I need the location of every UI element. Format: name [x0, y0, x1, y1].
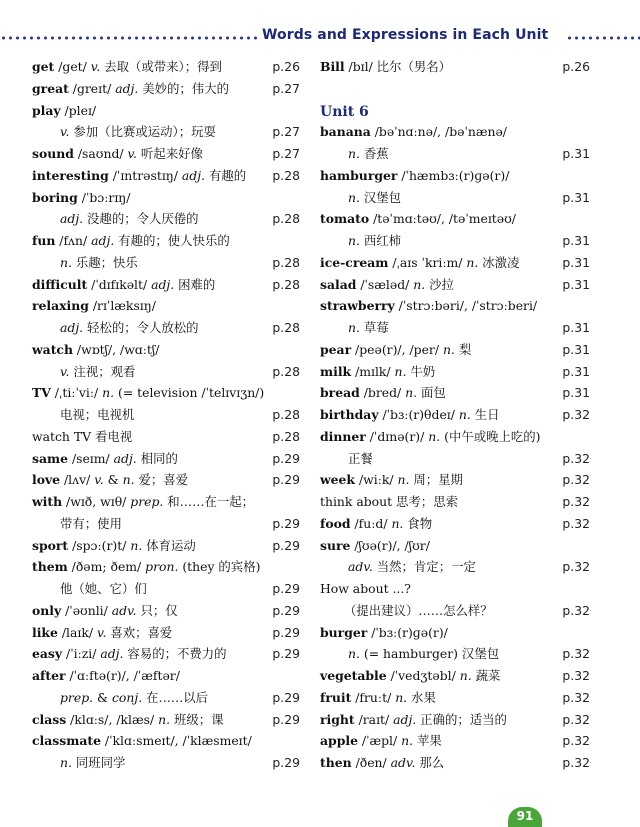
vocab-line — [32, 121, 300, 143]
vocab-line — [320, 578, 590, 600]
vocab-entry-text: vegetable /ˈvedʒtəbl/ n. 蔬菜 — [320, 668, 501, 683]
vocab-line — [32, 448, 300, 470]
vocab-entry-text: pear /peə(r)/, /per/ n. 梨 — [320, 341, 472, 357]
page-reference: p.26 — [272, 59, 300, 74]
page-reference: p.32 — [562, 407, 590, 422]
vocab-entry-text: apple /ˈæpl/ n. 苹果 — [320, 733, 442, 749]
vocab-line — [320, 165, 590, 187]
vocab-line — [320, 556, 590, 578]
vocab-entry-text: great /greɪt/ adj. 美妙的；伟大的 — [32, 80, 229, 96]
vocab-entry-text: same /seɪm/ adj. 相同的 — [32, 450, 178, 466]
page-reference: p.32 — [562, 515, 590, 531]
vocab-entry-text: n. 同班同学 — [60, 755, 126, 770]
vocab-entry-text: adj. 轻松的；令人放松的 — [60, 320, 199, 335]
vocab-entry-text: birthday /ˈbɜː(r)θdeɪ/ n. 生日 — [320, 407, 500, 422]
vocab-line — [32, 208, 300, 230]
vocab-entry-text: v. 注视；观看 — [60, 363, 136, 379]
vocab-line — [32, 187, 300, 209]
dotted-rule-right — [566, 36, 640, 40]
page-reference: p.32 — [562, 602, 590, 618]
vocab-line — [320, 382, 590, 404]
vocab-line — [32, 709, 300, 731]
page-reference: p.28 — [272, 428, 300, 444]
vocab-entry-text: n. 香蕉 — [348, 146, 389, 161]
vocab-entry-text: love /lʌv/ v. & n. 爱；喜爱 — [32, 472, 189, 488]
vocab-entry-text: right /raɪt/ adj. 正确的；适当的 — [320, 711, 507, 727]
vocab-entry-text: salad /ˈsæləd/ n. 沙拉 — [320, 276, 454, 292]
vocab-entry-text: 他（她、它）们 — [60, 581, 147, 596]
vocab-entry-text: 正餐 — [348, 450, 373, 466]
vocab-line — [32, 143, 300, 165]
vocab-line — [320, 469, 590, 491]
vocab-line — [32, 513, 300, 535]
vocab-entry-text: burger /ˈbɜː(r)ɡə(r)/ — [320, 624, 448, 640]
vocab-entry-text: tomato /təˈmɑːtəʊ/, /təˈmeɪtəʊ/ — [320, 211, 516, 227]
vocab-entry-text: strawberry /ˈstrɔːbəri/, /ˈstrɔːberi/ — [320, 298, 538, 314]
vocab-line — [320, 513, 590, 535]
vocab-entry-text: adj. 没趣的；令人厌倦的 — [60, 211, 199, 227]
page-reference: p.29 — [272, 472, 300, 488]
page-reference: p.28 — [272, 167, 300, 183]
vocab-entry-text: get /get/ v. 去取（或带来）；得到 — [32, 59, 222, 74]
vocab-entry-text: n. (= hamburger) 汉堡包 — [348, 646, 500, 662]
right-column — [320, 56, 590, 774]
vocab-entry-text: prep. & conj. 在……以后 — [60, 689, 209, 705]
vocab-entry-text: n. 乐趣；快乐 — [60, 254, 138, 270]
page-number-tab: 91 — [508, 807, 542, 827]
vocab-line — [32, 56, 300, 78]
vocab-entry-text: play /pleɪ/ — [32, 102, 97, 118]
page-reference: p.29 — [272, 602, 300, 618]
vocab-entry-text: only /ˈəʊnli/ adv. 只；仅 — [32, 602, 178, 618]
vocab-entry-text: dinner /ˈdɪnə(r)/ n. (中午或晚上吃的) — [320, 428, 541, 444]
vocab-line — [320, 56, 590, 78]
page-reference: p.31 — [562, 233, 590, 248]
vocab-entry-text: n. 汉堡包 — [348, 189, 402, 205]
vocab-line — [32, 578, 300, 600]
page-reference: p.29 — [272, 755, 300, 770]
vocab-line — [320, 709, 590, 731]
vocab-entry-text: relaxing /rɪˈlæksɪŋ/ — [32, 298, 156, 314]
vocab-line — [32, 382, 300, 404]
page-reference: p.32 — [562, 646, 590, 662]
vocab-line — [32, 100, 300, 122]
page-reference: p.31 — [562, 276, 590, 292]
vocab-entry-text: sure /ʃʊə(r)/, /ʃʊr/ — [320, 537, 430, 553]
vocab-line — [32, 339, 300, 361]
vocab-entry-text: adv. 当然；肯定；一定 — [348, 559, 476, 575]
vocab-line — [32, 274, 300, 296]
vocab-line — [320, 252, 590, 274]
vocab-entry-text: with /wɪð, wɪθ/ prep. 和……在一起； — [32, 494, 255, 509]
vocab-entry-text: watch /wɒtʃ/, /wɑːtʃ/ — [32, 341, 160, 357]
vocab-entry-text: 电视；电视机 — [60, 407, 135, 422]
page-reference: p.32 — [562, 711, 590, 727]
vocab-line — [32, 469, 300, 491]
vocab-line — [320, 426, 590, 448]
vocab-line — [320, 730, 590, 752]
page-reference: p.29 — [272, 711, 300, 727]
vocab-entry-text: class /klɑːs/, /klæs/ n. 班级；课 — [32, 711, 224, 727]
vocab-line — [32, 730, 300, 752]
vocab-line — [32, 600, 300, 622]
unit-heading: Unit 6 — [320, 103, 369, 120]
vocab-line — [32, 643, 300, 665]
blank-line — [320, 78, 590, 100]
page-reference: p.31 — [562, 189, 590, 205]
vocab-entry-text: then /ðen/ adv. 那么 — [320, 755, 445, 770]
page-reference: p.29 — [272, 646, 300, 662]
vocab-line — [320, 687, 590, 709]
page-reference: p.32 — [562, 494, 590, 509]
vocab-line — [32, 687, 300, 709]
vocab-line — [320, 208, 590, 230]
page-reference: p.29 — [272, 624, 300, 640]
vocab-entry-text: week /wiːk/ n. 周；星期 — [320, 472, 463, 488]
vocab-entry-text: sound /saʊnd/ v. 听起来好像 — [32, 146, 203, 161]
vocab-line — [320, 339, 590, 361]
page-reference: p.28 — [272, 407, 300, 422]
page-reference: p.27 — [272, 80, 300, 96]
page-reference: p.32 — [562, 755, 590, 770]
vocab-line — [320, 187, 590, 209]
vocab-entry-text: n. 西红柿 — [348, 233, 402, 248]
vocab-entry-text: after /ˈɑːftə(r)/, /ˈæftər/ — [32, 668, 180, 683]
page-reference: p.32 — [562, 689, 590, 705]
page-reference: p.32 — [562, 472, 590, 488]
vocab-line — [32, 665, 300, 687]
vocab-line — [320, 121, 590, 143]
vocab-entry-text: How about ...? — [320, 581, 411, 596]
page-reference: p.32 — [562, 668, 590, 683]
vocab-entry-text: watch TV 看电视 — [32, 428, 133, 444]
vocab-line — [32, 295, 300, 317]
vocab-entry-text: fruit /fruːt/ n. 水果 — [320, 689, 436, 705]
vocab-line — [320, 491, 590, 513]
page-reference: p.31 — [562, 320, 590, 335]
vocab-entry-text: milk /mɪlk/ n. 牛奶 — [320, 363, 436, 379]
vocab-entry-text: them /ðəm; ðem/ pron. (they 的宾格) — [32, 559, 261, 575]
vocab-line — [32, 317, 300, 339]
vocab-entry-text: boring /ˈbɔːrɪŋ/ — [32, 189, 131, 205]
page-reference: p.29 — [272, 450, 300, 466]
vocab-entry-text: think about 思考；思索 — [320, 494, 458, 509]
vocab-entry-text: n. 草莓 — [348, 320, 389, 335]
page-reference: p.26 — [562, 59, 590, 74]
vocab-line — [320, 643, 590, 665]
vocab-line — [32, 535, 300, 557]
vocab-line — [32, 622, 300, 644]
vocab-line — [32, 361, 300, 383]
vocab-line — [32, 426, 300, 448]
vocab-line — [320, 535, 590, 557]
vocab-entry-text: banana /bəˈnɑːnə/, /bəˈnænə/ — [320, 124, 507, 140]
page-reference: p.28 — [272, 276, 300, 292]
page-reference: p.29 — [272, 581, 300, 596]
vocab-entry-text: sport /spɔː(r)t/ n. 体育运动 — [32, 537, 196, 553]
dotted-rule-left — [0, 36, 258, 40]
page-reference: p.28 — [272, 363, 300, 379]
page-header — [0, 26, 640, 50]
page-reference: p.27 — [272, 124, 300, 140]
vocab-entry-text: hamburger /ˈhæmbɜː(r)ɡə(r)/ — [320, 167, 510, 183]
vocab-line — [320, 274, 590, 296]
vocab-line — [320, 143, 590, 165]
vocab-line — [32, 230, 300, 252]
vocab-entry-text: （提出建议）……怎么样？ — [344, 602, 493, 618]
vocab-entry-text: difficult /ˈdɪfɪkəlt/ adj. 困难的 — [32, 276, 216, 292]
page-reference: p.31 — [562, 363, 590, 379]
vocab-line — [32, 556, 300, 578]
page-reference: p.28 — [272, 254, 300, 270]
page-reference: p.27 — [272, 146, 300, 161]
vocab-entry-text: classmate /ˈklɑːsmeɪt/, /ˈklæsmeɪt/ — [32, 733, 252, 749]
vocab-line — [320, 448, 590, 470]
vocab-line — [320, 622, 590, 644]
page-reference: p.32 — [562, 559, 590, 575]
vocab-line — [320, 404, 590, 426]
page-reference: p.31 — [562, 341, 590, 357]
vocab-line — [320, 295, 590, 317]
vocab-line — [320, 230, 590, 252]
vocab-line — [32, 165, 300, 187]
page-reference: p.31 — [562, 254, 590, 270]
vocab-entry-text: like /laɪk/ v. 喜欢；喜爱 — [32, 624, 173, 640]
vocab-line — [320, 361, 590, 383]
page-reference: p.28 — [272, 211, 300, 227]
vocab-entry-text: interesting /ˈɪntrəstɪŋ/ adj. 有趣的 — [32, 167, 247, 183]
vocab-line — [320, 665, 590, 687]
vocab-line — [32, 404, 300, 426]
page-reference: p.31 — [562, 385, 590, 401]
vocab-line — [320, 317, 590, 339]
page-header-title: Words and Expressions in Each Unit — [262, 27, 549, 43]
vocab-line — [32, 491, 300, 513]
vocab-line — [32, 752, 300, 774]
vocab-line — [32, 78, 300, 100]
vocab-entry-text: fun /fʌn/ adj. 有趣的；使人快乐的 — [32, 233, 230, 248]
vocab-entry-text: v. 参加（比赛或运动）；玩耍 — [60, 124, 216, 140]
page-reference: p.29 — [272, 537, 300, 553]
left-column — [32, 56, 300, 774]
vocab-entry-text: bread /bred/ n. 面包 — [320, 385, 446, 401]
vocab-entry-text: Bill /bɪl/ 比尔（男名） — [320, 59, 452, 74]
page-reference: p.31 — [562, 146, 590, 161]
vocab-line — [320, 600, 590, 622]
vocab-entry-text: TV /ˌtiːˈviː/ n. (= television /ˈtelɪvɪʒn/) — [32, 385, 265, 401]
page-reference: p.28 — [272, 320, 300, 335]
vocab-line — [32, 252, 300, 274]
vocab-entry-text: food /fuːd/ n. 食物 — [320, 515, 433, 531]
vocab-entry-text: 带有；使用 — [60, 515, 122, 531]
page-reference: p.29 — [272, 515, 300, 531]
page-reference: p.32 — [562, 450, 590, 466]
page-reference: p.29 — [272, 689, 300, 705]
vocab-entry-text: easy /ˈiːzi/ adj. 容易的；不费力的 — [32, 646, 227, 662]
vocab-line — [320, 752, 590, 774]
vocab-entry-text: ice-cream /ˌaɪs ˈkriːm/ n. 冰激凌 — [320, 254, 520, 270]
page-reference: p.32 — [562, 733, 590, 749]
